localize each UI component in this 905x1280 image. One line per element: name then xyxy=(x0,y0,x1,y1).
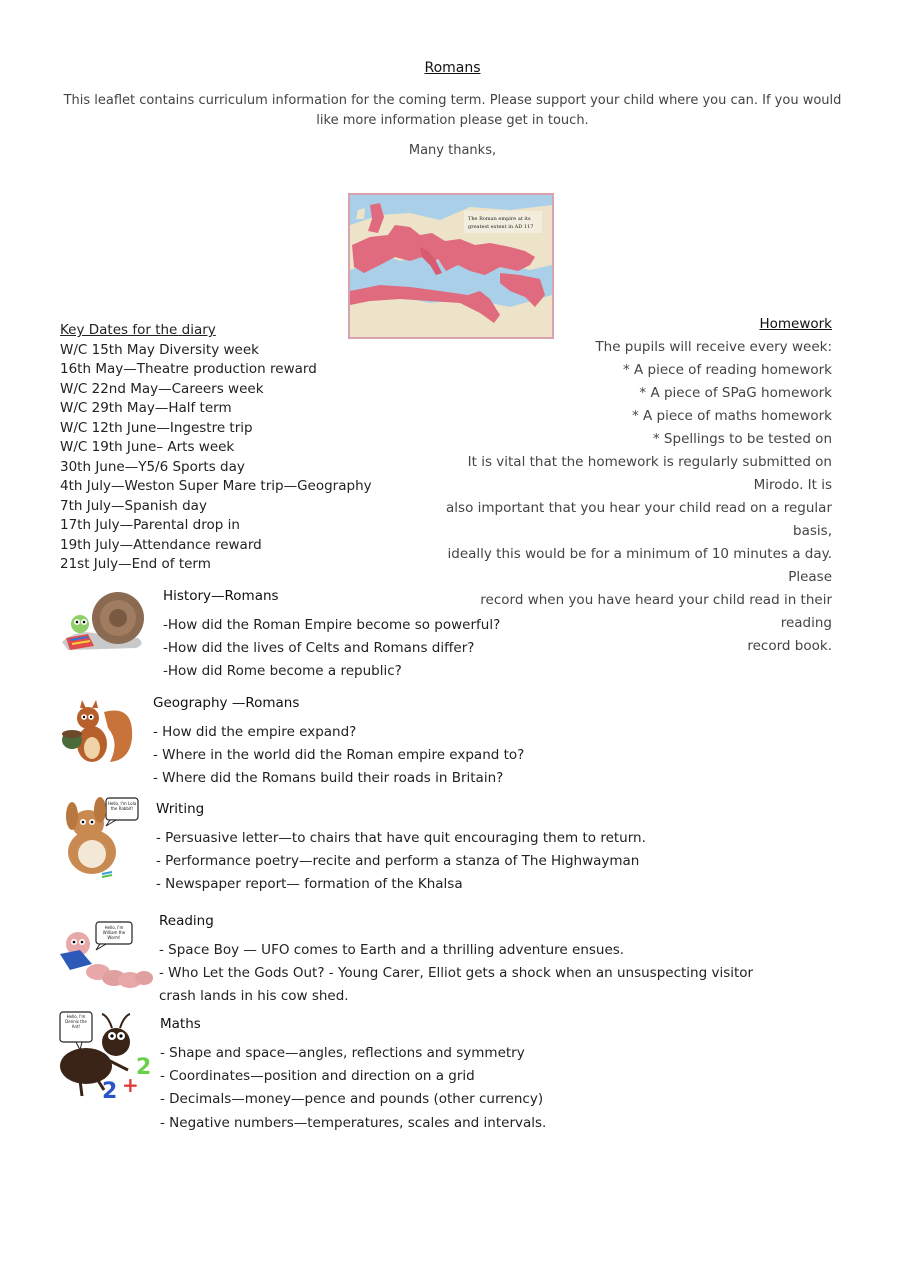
homework-line: record when you have heard your child read in their reading xyxy=(480,592,832,631)
page-title: Romans xyxy=(424,60,481,76)
homework-line: * Spellings to be tested on xyxy=(652,431,832,447)
reading-line: - Who Let the Gods Out? - Young Carer, Elliot gets a shock when an unsuspecting visitor crash lands in his cow shed. xyxy=(159,965,754,1005)
key-date-item: 4th July—Weston Super Mare trip—Geography xyxy=(60,478,372,494)
homework-line: The pupils will receive every week: xyxy=(595,339,832,355)
reading-section xyxy=(159,913,789,1009)
rabbit-speech-bubble: Hello, I'm Lola the Rabbit! xyxy=(107,801,137,811)
homework-line: * A piece of reading homework xyxy=(622,362,832,378)
worm-speech-bubble: Hello, I'm William the Worm! xyxy=(102,925,126,940)
maths-line: - Shape and space—angles, reflections and symmetry xyxy=(160,1045,525,1061)
homework-line: * A piece of SPaG homework xyxy=(639,385,832,401)
history-heading: History—Romans xyxy=(163,588,279,604)
svg-text:greatest extent in AD 117: greatest extent in AD 117 xyxy=(468,224,534,230)
homework-line: It is vital that the homework is regularly submitted on Mirodo. It is xyxy=(467,454,832,493)
maths-section xyxy=(160,1016,546,1135)
history-line: -How did Rome become a republic? xyxy=(163,663,402,680)
writing-line: - Newspaper report— formation of the Khalsa xyxy=(156,876,463,893)
key-date-item: 16th May—Theatre production reward xyxy=(60,361,317,377)
history-line: -How did the lives of Celts and Romans differ? xyxy=(163,640,475,657)
key-date-item: 30th June—Y5/6 Sports day xyxy=(60,458,245,475)
geography-heading: Geography —Romans xyxy=(153,695,300,711)
writing-section xyxy=(156,801,646,897)
writing-line: - Performance poetry—recite and perform a stanza of The Highwayman xyxy=(156,853,640,870)
key-date-item: W/C 19th June– Arts week xyxy=(60,439,235,455)
maths-line: - Negative numbers—temperatures, scales and intervals. xyxy=(160,1114,547,1131)
key-date-item: W/C 29th May—Half term xyxy=(60,400,232,416)
geography-line: - Where in the world did the Roman empire expand to? xyxy=(153,747,525,764)
svg-text:+: + xyxy=(122,1073,139,1097)
key-date-item: W/C 12th June—Ingestre trip xyxy=(60,419,253,436)
maths-heading: Maths xyxy=(160,1016,201,1032)
geography-section xyxy=(153,695,524,791)
homework-heading: Homework xyxy=(759,316,832,332)
homework-line: ideally this would be for a minimum of 10 minutes a day. Please xyxy=(447,546,832,585)
svg-text:The Roman empire at its: The Roman empire at its xyxy=(468,216,531,222)
homework-line: also important that you hear your child read on a regular basis, xyxy=(446,500,832,539)
svg-text:2: 2 xyxy=(102,1079,118,1100)
homework-line: * A piece of maths homework xyxy=(631,408,832,424)
key-date-item: 19th July—Attendance reward xyxy=(60,536,262,553)
key-dates-heading: Key Dates for the diary xyxy=(60,322,216,338)
key-date-item: 21st July—End of term xyxy=(60,556,211,572)
reading-line: - Space Boy — UFO comes to Earth and a thrilling adventure ensues. xyxy=(159,942,625,958)
writing-heading: Writing xyxy=(156,801,205,817)
thanks-text: Many thanks, xyxy=(408,143,497,158)
svg-text:2: 2 xyxy=(136,1055,152,1080)
maths-line: - Decimals—money—pence and pounds (other currency) xyxy=(160,1091,544,1108)
reading-heading: Reading xyxy=(159,913,214,929)
key-date-item: W/C 22nd May—Careers week xyxy=(60,380,264,397)
key-date-item: 7th July—Spanish day xyxy=(60,497,207,514)
ant-speech-bubble: Hello, I'm Dennis the Ant! xyxy=(65,1014,87,1029)
history-section xyxy=(163,588,500,684)
geography-line: - Where did the Romans build their roads in Britain? xyxy=(153,770,504,787)
snail-icon xyxy=(58,588,150,662)
writing-line: - Persuasive letter—to chairs that have quit encouraging them to return. xyxy=(156,830,646,846)
key-date-item: 17th July—Parental drop in xyxy=(60,517,240,533)
homework-line: record book. xyxy=(747,638,832,654)
intro-text: This leaflet contains curriculum information for the coming term. Please support your child where you can. If you would like more information please get in touch. xyxy=(63,93,842,128)
geography-line: - How did the empire expand? xyxy=(153,724,357,740)
maths-line: - Coordinates—position and direction on a grid xyxy=(160,1068,475,1085)
squirrel-icon xyxy=(58,698,136,774)
key-date-item: W/C 15th May Diversity week xyxy=(60,341,259,358)
history-line: -How did the Roman Empire become so powerful? xyxy=(163,617,501,633)
key-dates xyxy=(60,321,372,575)
